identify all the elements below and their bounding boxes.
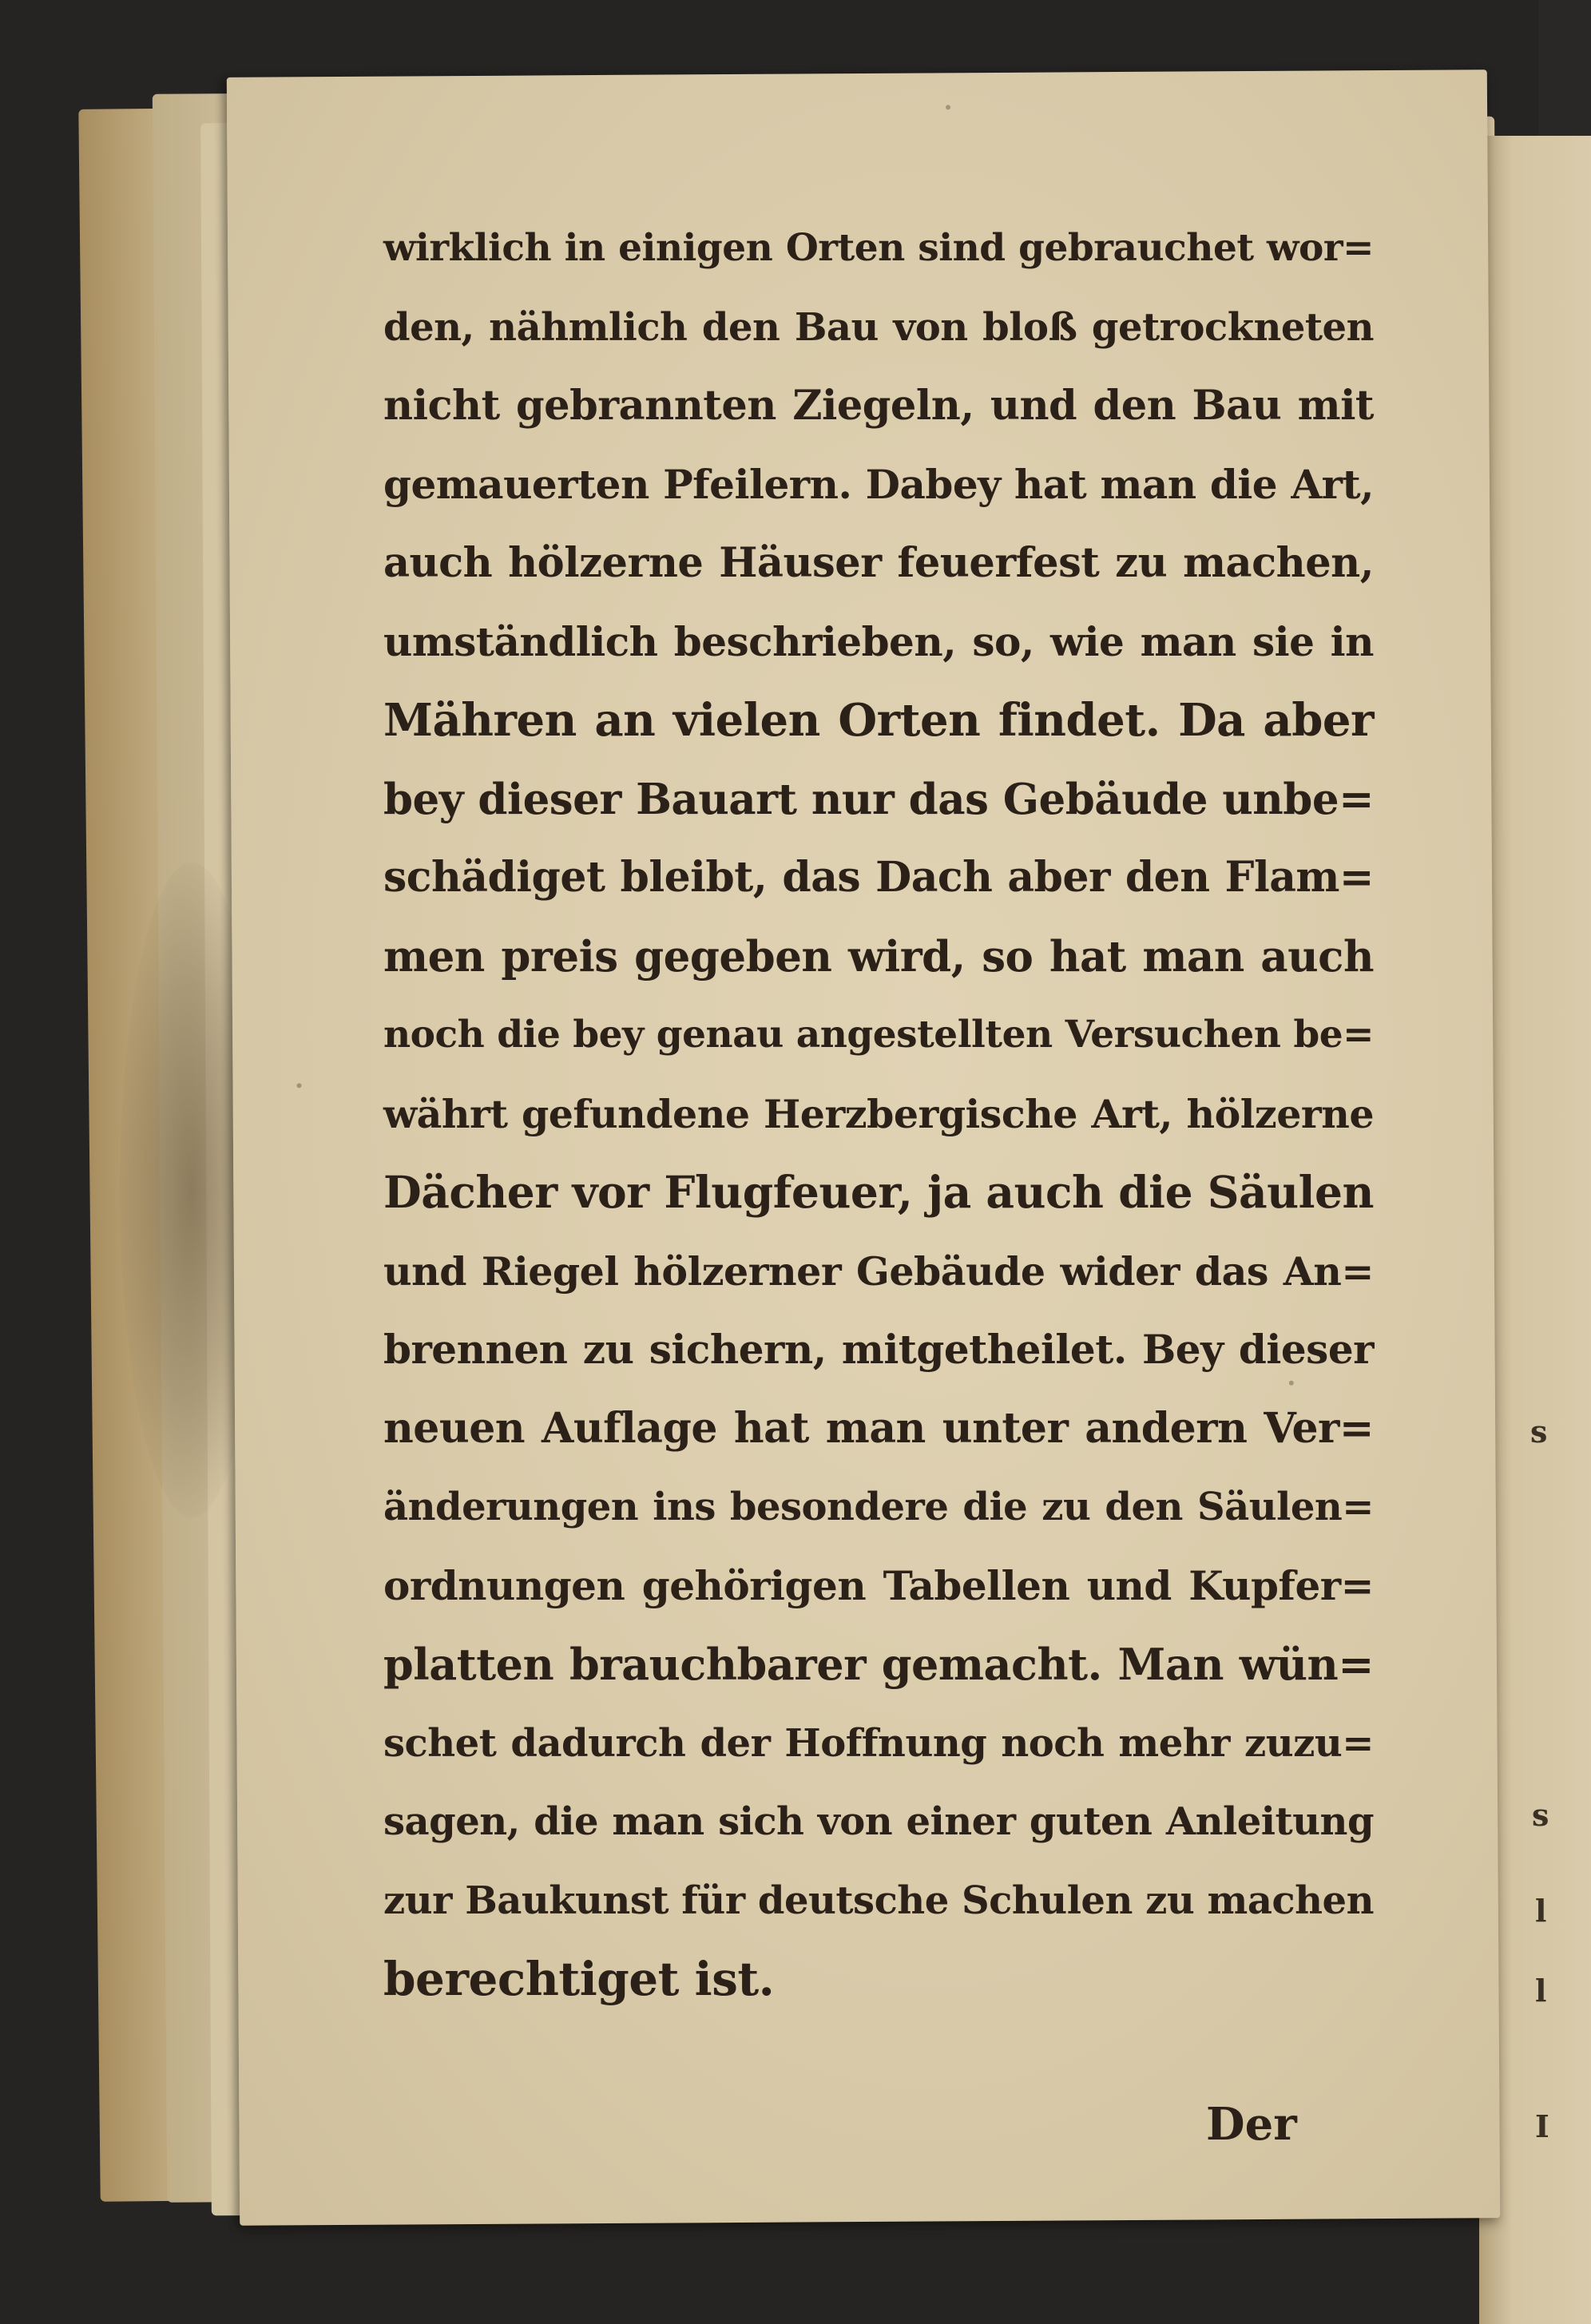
facing-page-glyph: l <box>1535 1893 1547 1929</box>
text-line: wirklich in einigen Orten sind gebrauchet wor= <box>383 226 1374 270</box>
text-line: sagen, die man sich von einer guten Anleitung <box>383 1799 1374 1844</box>
text-line: und Riegel hölzerner Gebäude wider das An= <box>383 1247 1374 1295</box>
facing-page-glyph: s <box>1530 1414 1548 1450</box>
paper-fleck <box>946 105 950 109</box>
text-line: ordnungen gehörigen Tabellen und Kupfer= <box>383 1561 1374 1609</box>
text-line: gemauerten Pfeilern. Dabey hat man die Art, <box>383 460 1374 508</box>
text-line: neuen Auflage hat man unter andern Ver= <box>383 1403 1374 1453</box>
text-line: noch die bey genau angestellten Versuchen be= <box>383 1013 1374 1057</box>
paper-fleck <box>296 1083 301 1088</box>
facing-page-glyph: I <box>1535 2108 1549 2144</box>
text-line: platten brauchbarer gemacht. Man wün= <box>383 1639 1374 1690</box>
text-line: schet dadurch der Hoffnung noch mehr zuzu= <box>383 1720 1374 1766</box>
text-line: brennen zu sichern, mitgetheilet. Bey dieser <box>383 1326 1374 1373</box>
text-line: Dächer vor Flugfeuer, ja auch die Säulen <box>383 1166 1374 1218</box>
facing-page-glyph: s <box>1532 1797 1549 1833</box>
text-line: zur Baukunst für deutsche Schulen zu machen <box>383 1878 1374 1923</box>
text-line: men preis gegeben wird, so hat man auch <box>383 931 1374 982</box>
text-line: bey dieser Bauart nur das Gebäude unbe= <box>383 774 1374 824</box>
text-line: schädiget bleibt, das Dach aber den Flam= <box>383 853 1374 902</box>
facing-page-glyph: l <box>1535 1973 1547 2009</box>
text-line: änderungen ins besondere die zu den Säulen= <box>383 1485 1374 1529</box>
text-line-last: berechtiget ist. <box>383 1952 775 2006</box>
text-line: den, nähmlich den Bau von bloß getrockneten <box>383 304 1374 350</box>
text-line: nicht gebrannten Ziegeln, und den Bau mit <box>383 382 1374 430</box>
catchword: Der <box>1206 2098 1297 2151</box>
text-line: umständlich beschrieben, so, wie man sie in <box>383 617 1374 665</box>
text-line: währt gefundene Herzbergische Art, hölzerne <box>383 1090 1374 1137</box>
text-line: auch hölzerne Häuser feuerfest zu machen, <box>383 539 1374 587</box>
text-line: Mähren an vielen Orten findet. Da aber <box>383 694 1374 747</box>
page-body-text <box>383 209 1374 2019</box>
